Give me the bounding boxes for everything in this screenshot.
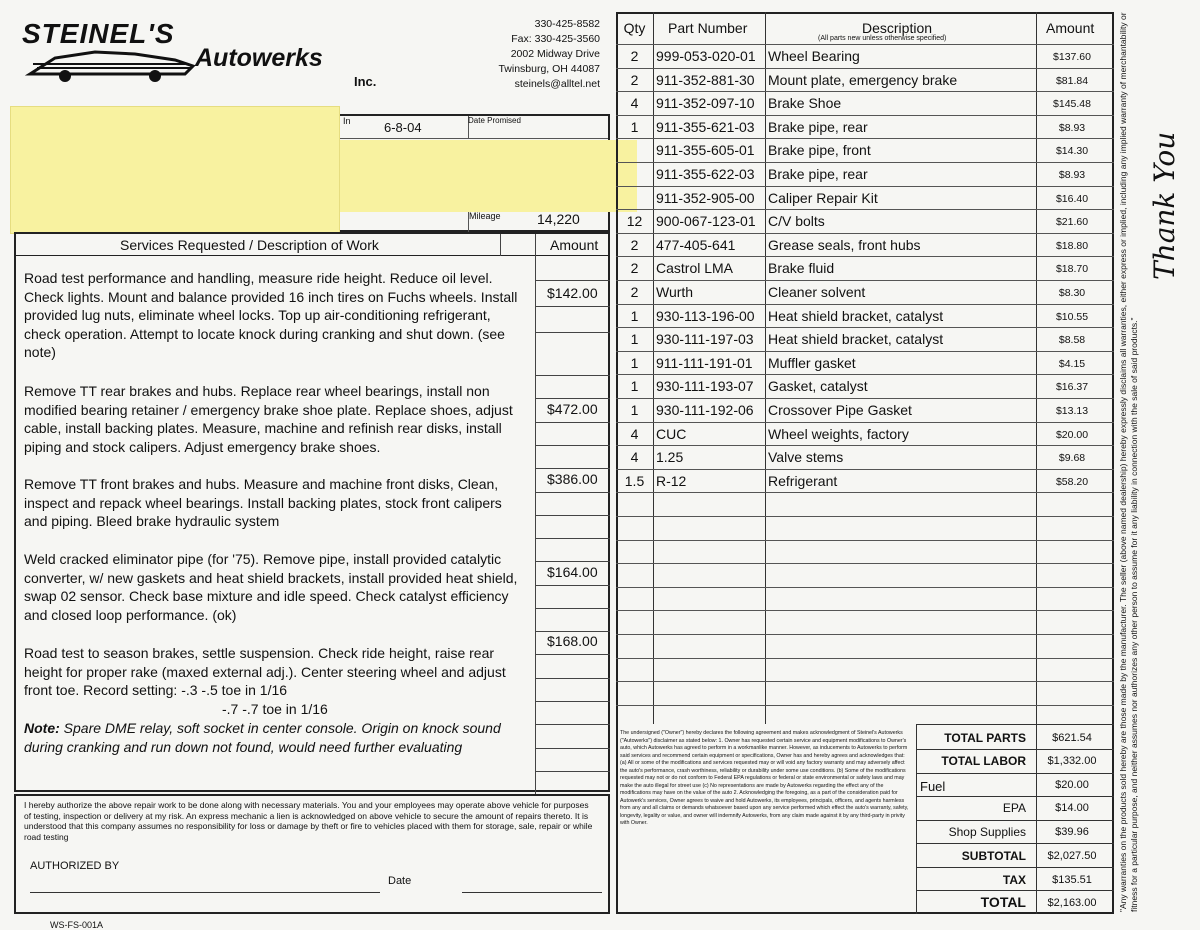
part-qty: 2 xyxy=(630,71,639,88)
authorized-by-label: AUTHORIZED BY xyxy=(30,860,120,872)
part-qty: 1 xyxy=(630,354,639,371)
part-description: Grease seals, front hubs xyxy=(768,236,921,253)
redaction-sticky-note-2 xyxy=(340,140,637,212)
part-description: Brake pipe, front xyxy=(768,142,871,159)
part-amount: $137.60 xyxy=(1053,51,1091,63)
part-amount: $8.30 xyxy=(1058,287,1086,299)
part-amount: $8.93 xyxy=(1058,169,1086,181)
part-amount: $16.40 xyxy=(1055,192,1089,205)
part-qty: 2 xyxy=(630,260,639,277)
part-amount: $18.70 xyxy=(1055,263,1089,276)
parts-header-amount: Amount xyxy=(1046,20,1095,36)
part-description: Wheel weights, factory xyxy=(768,425,909,442)
owner-disclaimer: The undersigned ("Owner") hereby declares the following agreement and makes acknowledgment of Steinel's Autowerks ("Autowerks") disclaimer as stated below: 1. Owner has requested certain service and equipment modifications to Owner's auto, which Autowerks has agreed to perform in a workmanlike manner. However, as inducements to Autowerks to perform said services and recommend certain equipment or specifications, Owner has and hereby agrees and acknowledges that: (a) All or some of the modifications and services requested may or will void any factory warranty and may adversely affect the auto's performance, crash worthiness, reliability or durability under some use conditions. (b) Some of the modifications requested may not or do not conform to Federal EPA regulations or federal or state environmental or safety laws and may make the auto illegal for street use (c) No representations are made by Autowerks regarding the effect any of the modifications may have on the value of the auto 2. Acknowledging the foregoing, as a part of the consideration paid for Autowerk's services, Owner agrees to waive and hold Autowerks, its employees, principals, officers, and agents harmless from any and all claims or demands whatsoever based upon any service performed which effect the auto's warranty, safety, longevity, legality or value, and owner will indemnify Autowerks, from any claim made against it by any third-party in privity with Owner. xyxy=(620,730,909,826)
part-qty: 2 xyxy=(630,236,639,253)
part-number: 930-111-197-03 xyxy=(656,331,754,348)
parts-row xyxy=(616,327,1114,351)
service-item-4: Weld cracked eliminator pipe (for '75). Remove pipe, install provided catalytic converter, w/ new gaskets and heat shield brackets, install provided heat shield, swap 02 sensor. Check base mixture and idle speed. Check catalyst efficiency and closed loop performance. (ok) xyxy=(24,551,518,623)
parts-row xyxy=(616,256,1114,280)
service-item-1: Road test performance and handling, measure ride height. Reduce oil level. Check lights. Mount and balance provided 16 inch tires on Fuchs wheels. Install provided lug nuts, eliminate wheel locks. Top up air-conditioning refrigerant, check operation. Attempt to locate knock during cranking and shut down. (see note) xyxy=(24,270,518,360)
parts-row xyxy=(616,351,1114,375)
total-labor: $1,332.00 xyxy=(1047,755,1097,767)
company-contact xyxy=(440,17,600,92)
parts-header-desc: Description xyxy=(862,20,933,36)
parts-row xyxy=(616,280,1114,304)
part-number: 930-111-192-06 xyxy=(656,402,754,418)
part-description: Brake Shoe xyxy=(768,95,842,112)
part-number: 911-352-881-30 xyxy=(656,71,755,88)
warranty-disclaimer: "Any warranties on the products sold hereby are those made by the manufacturer. The seller (above named dealership) hereby expressly disclaims all warranties, either express or implied, including any implied warranty of merchantability or fitness for a particular purpose, and neither assumes nor authorizes any other person to assume for it any liability in connection with the sale of said products." xyxy=(1118,12,1139,912)
epa: $14.00 xyxy=(1055,802,1089,814)
part-amount: $21.60 xyxy=(1055,216,1089,229)
parts-row xyxy=(616,209,1114,233)
parts-header-qty: Qty xyxy=(623,20,646,36)
form-number: WS-FS-001A xyxy=(50,920,104,930)
part-number: Wurth xyxy=(656,284,694,300)
part-description: Gasket, catalyst xyxy=(768,378,868,395)
date-line[interactable] xyxy=(462,892,602,893)
in-date: 6-8-04 xyxy=(384,120,422,135)
shop-supplies-label: Shop Supplies xyxy=(948,825,1026,839)
parts-row-empty xyxy=(616,563,1114,587)
part-qty: 1 xyxy=(630,378,639,395)
part-number: 911-352-097-10 xyxy=(656,95,755,112)
service-item-5: Road test to season brakes, settle suspension. Check ride height, raise rear height for proper rake (maxed external adj.). Center steering wheel and adjust front toe. Record setting: -.3 -.5 toe in 1/16 xyxy=(24,645,506,698)
part-description: Cleaner solvent xyxy=(768,284,866,300)
mileage-label: Mileage xyxy=(469,211,501,221)
service-amount-3: $386.00 xyxy=(547,471,598,487)
epa-label: EPA xyxy=(1002,801,1026,815)
company-address2: Twinsburg, OH 44087 xyxy=(498,63,600,75)
part-amount: $145.48 xyxy=(1053,98,1091,111)
subtotal: $2,027.50 xyxy=(1047,850,1097,862)
part-number: 911-352-905-00 xyxy=(656,189,755,206)
toe-setting-line2: -.7 -.7 toe in 1/16 xyxy=(222,701,328,717)
parts-row xyxy=(616,445,1114,469)
part-qty: 1 xyxy=(630,402,639,418)
part-number: 999-053-020-01 xyxy=(656,48,756,64)
part-description: C/V bolts xyxy=(768,213,825,230)
total-labor-label: TOTAL LABOR xyxy=(941,754,1026,768)
service-amount-2: $472.00 xyxy=(547,401,598,417)
parts-row xyxy=(616,304,1114,328)
part-amount: $8.58 xyxy=(1058,334,1086,347)
part-qty: 1.5 xyxy=(624,472,645,489)
company-fax: Fax: 330-425-3560 xyxy=(511,33,600,45)
part-description: Muffler gasket xyxy=(768,354,856,371)
thank-you-handwriting: Thank You xyxy=(1148,131,1181,280)
part-description: Heat shield bracket, catalyst xyxy=(768,307,944,324)
service-amount-4: $164.00 xyxy=(547,564,598,580)
part-qty: 1 xyxy=(630,331,639,348)
part-number: 911-355-621-03 xyxy=(656,118,755,135)
company-phone: 330-425-8582 xyxy=(534,18,600,30)
part-amount: $8.93 xyxy=(1058,121,1086,134)
date-promised-label: Date Promised xyxy=(468,116,521,125)
part-amount: $20.00 xyxy=(1055,428,1089,441)
part-qty: 4 xyxy=(630,425,639,442)
service-amount-5: $168.00 xyxy=(547,633,598,649)
note-label: Note: xyxy=(24,720,60,736)
part-description: Valve stems xyxy=(768,449,844,466)
part-description: Heat shield bracket, catalyst xyxy=(768,331,944,348)
mileage-value: 14,220 xyxy=(537,211,580,227)
services-header-amount: Amount xyxy=(550,237,599,253)
part-amount: $18.80 xyxy=(1055,239,1089,252)
part-number: 911-111-191-01 xyxy=(656,354,753,371)
parts-row xyxy=(616,138,1114,162)
parts-row-empty xyxy=(616,587,1114,611)
parts-row-empty xyxy=(616,681,1114,705)
date-label: Date xyxy=(388,875,412,887)
part-qty: 4 xyxy=(630,449,639,466)
part-amount: $4.15 xyxy=(1058,357,1086,370)
part-amount: $16.37 xyxy=(1055,381,1089,394)
total: $2,163.00 xyxy=(1047,897,1097,909)
part-number: 1.25 xyxy=(656,449,684,466)
service-item-2: Remove TT rear brakes and hubs. Replace rear wheel bearings, install non modified bearing retainer / emergency brake shoe plate. Replace shoes, adjust cable, install backing plates. Measure, machine and refinish rear disks, install piping and stock calipers. Adjust emergency brake shoes. xyxy=(24,383,513,455)
service-amount-1: $142.00 xyxy=(547,285,598,301)
part-number: 900-067-123-01 xyxy=(656,213,756,230)
parts-row xyxy=(616,91,1114,115)
total-label: TOTAL xyxy=(980,894,1026,910)
company-suffix: Inc. xyxy=(354,74,377,89)
fuel-label: Fuel xyxy=(920,779,946,794)
part-description: Brake fluid xyxy=(768,260,835,277)
parts-row-empty xyxy=(616,658,1114,682)
part-amount: $58.20 xyxy=(1055,475,1089,488)
tax-label: TAX xyxy=(1002,873,1026,887)
part-amount: $14.30 xyxy=(1055,145,1089,158)
redaction-sticky-note xyxy=(10,106,340,234)
note-text: Spare DME relay, soft socket in center console. Origin on knock sound during cranking and run down not found, would need further evaluating xyxy=(24,720,501,755)
parts-header-part: Part Number xyxy=(668,20,748,36)
part-amount: $13.13 xyxy=(1055,405,1089,417)
signature-line[interactable] xyxy=(30,892,380,893)
in-date-label: In xyxy=(343,116,351,126)
part-number: Castrol LMA xyxy=(656,260,734,277)
parts-row-empty xyxy=(616,540,1114,564)
parts-row xyxy=(616,374,1114,398)
part-number: 911-355-605-01 xyxy=(656,142,755,159)
parts-row-empty xyxy=(616,492,1114,516)
total-parts-label: TOTAL PARTS xyxy=(944,731,1026,745)
total-parts: $621.54 xyxy=(1052,732,1092,744)
part-qty: 1 xyxy=(630,118,639,135)
parts-row xyxy=(616,186,1114,210)
part-qty: 1 xyxy=(630,307,639,324)
parts-row xyxy=(616,44,1114,68)
part-number: R-12 xyxy=(656,472,687,489)
part-description: Brake pipe, rear xyxy=(768,118,868,135)
company-logo-subname: Autowerks xyxy=(195,44,323,72)
company-logo-name: STEINEL'S xyxy=(22,18,175,49)
parts-row-empty xyxy=(616,610,1114,634)
service-item-3: Remove TT front brakes and hubs. Measure and machine front disks, Clean, inspect and repack wheel bearings. Install backing plates, stock front calipers and piping. Bleed brake hydraulic system xyxy=(24,476,502,529)
fuel: $20.00 xyxy=(1055,779,1089,791)
services-header-title: Services Requested / Description of Work xyxy=(120,237,379,253)
part-description: Mount plate, emergency brake xyxy=(768,71,958,88)
parts-row-empty xyxy=(616,516,1114,540)
part-amount: $9.68 xyxy=(1058,452,1086,465)
car-logo-icon xyxy=(25,44,195,84)
part-description: Crossover Pipe Gasket xyxy=(768,402,912,418)
part-description: Refrigerant xyxy=(768,472,838,489)
tax: $135.51 xyxy=(1052,874,1092,886)
company-address1: 2002 Midway Drive xyxy=(510,48,600,60)
authorization-text: I hereby authorize the above repair work to be done along with necessary materials. You and your employees may operate above vehicle for purposes of testing, inspection or delivery at my risk. An express mechanic a lien is acknowledged on above vehicle to secure the amount of repairs thereto. It is understood that this company assumes no responsibility for loss or damage by theft or fire to vehicles placed with them for storage, sale, repair or while road testing xyxy=(24,800,593,842)
part-qty: 4 xyxy=(630,95,639,112)
part-description: Caliper Repair Kit xyxy=(768,189,878,206)
part-number: CUC xyxy=(656,425,687,442)
service-note xyxy=(24,719,529,756)
part-description: Brake pipe, rear xyxy=(768,166,868,182)
parts-header-desc-sub: (All parts new unless otherwise specified) xyxy=(818,35,947,42)
parts-row xyxy=(616,233,1114,257)
part-amount: $10.55 xyxy=(1055,310,1089,323)
part-number: 930-111-193-07 xyxy=(656,378,754,395)
subtotal-label: SUBTOTAL xyxy=(961,849,1026,863)
part-number: 911-355-622-03 xyxy=(656,166,755,182)
part-description: Wheel Bearing xyxy=(768,48,860,64)
shop-supplies: $39.96 xyxy=(1055,826,1089,838)
part-amount: $81.84 xyxy=(1055,74,1089,87)
part-qty: 12 xyxy=(626,213,643,230)
parts-row xyxy=(616,469,1114,493)
parts-row xyxy=(616,162,1114,186)
parts-row xyxy=(616,422,1114,446)
parts-row-empty xyxy=(616,634,1114,658)
part-number: 930-113-196-00 xyxy=(656,307,755,324)
parts-row xyxy=(616,68,1114,92)
parts-row xyxy=(616,398,1114,422)
company-email: steinels@alltel.net xyxy=(514,78,600,90)
part-number: 477-405-641 xyxy=(656,236,736,253)
parts-row xyxy=(616,115,1114,139)
part-qty: 2 xyxy=(630,48,639,64)
part-qty: 2 xyxy=(630,284,639,300)
